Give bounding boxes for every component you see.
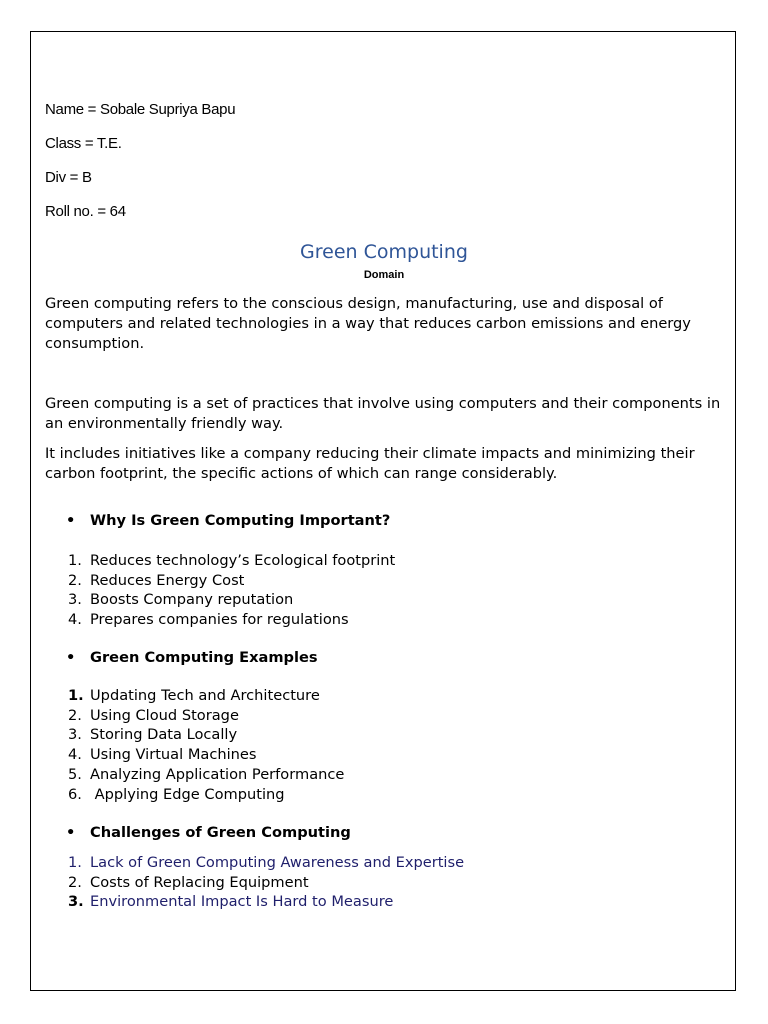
list-number: 3.: [68, 893, 84, 910]
section-heading-challenges: [66, 824, 351, 841]
list-number: 1.: [68, 854, 82, 871]
list-number: 6.: [68, 786, 82, 803]
list-text: Costs of Replacing Equipment: [90, 874, 309, 891]
list-item: [68, 590, 293, 610]
section-heading-text: Green Computing Examples: [90, 649, 318, 666]
list-item: [68, 873, 309, 893]
bullet-icon: •: [66, 824, 76, 841]
list-text: Updating Tech and Architecture: [90, 687, 320, 704]
list-text: Analyzing Application Performance: [90, 766, 345, 783]
list-number: 4.: [68, 611, 82, 628]
list-text: Storing Data Locally: [90, 726, 238, 743]
list-item: [68, 745, 257, 765]
section-heading-text: Why Is Green Computing Important?: [90, 512, 391, 529]
list-text: Lack of Green Computing Awareness and Expertise: [90, 854, 465, 871]
list-number: 1.: [68, 552, 82, 569]
list-item: [68, 892, 393, 912]
paragraph-initiatives: It includes initiatives like a company reducing their climate impacts and minimizing their carbon footprint, the specific actions of which can range considerably.: [45, 445, 695, 482]
list-text: Prepares companies for regulations: [90, 611, 349, 628]
list-text: Using Virtual Machines: [90, 746, 257, 763]
document-page: [30, 31, 736, 991]
list-item: [68, 551, 395, 571]
list-item: [68, 765, 344, 785]
student-div: Div = B: [45, 169, 92, 186]
list-item: [68, 725, 237, 745]
list-item: [68, 686, 320, 706]
list-number: 3.: [68, 726, 82, 743]
list-text: Reduces technology’s Ecological footprint: [90, 552, 396, 569]
student-name: Name = Sobale Supriya Bapu: [45, 101, 236, 118]
section-heading-examples: [66, 649, 318, 666]
list-text: Applying Edge Computing: [90, 786, 285, 803]
list-number: 5.: [68, 766, 82, 783]
document-subtitle: Domain: [363, 269, 405, 281]
list-number: 1.: [68, 687, 84, 704]
paragraph-practices: Green computing is a set of practices that involve using computers and their components in an environmentally friendly way.: [45, 395, 721, 432]
bullet-icon: •: [66, 649, 76, 666]
list-number: 3.: [68, 591, 82, 608]
paragraph-definition: Green computing refers to the conscious design, manufacturing, use and disposal of computers and related technologies in a way that reduces carbon emissions and energy consumption.: [45, 295, 691, 352]
student-class: Class = T.E.: [45, 135, 122, 152]
section-heading-text: Challenges of Green Computing: [90, 824, 351, 841]
list-item: [68, 853, 464, 873]
list-text: Environmental Impact Is Hard to Measure: [90, 893, 394, 910]
student-roll: Roll no. = 64: [45, 203, 126, 220]
document-title: Green Computing: [300, 241, 468, 263]
list-number: 2.: [68, 572, 82, 589]
list-item: [68, 610, 349, 630]
list-item: [68, 785, 285, 805]
section-heading-importance: [66, 512, 390, 529]
list-text: Boosts Company reputation: [90, 591, 294, 608]
list-number: 4.: [68, 746, 82, 763]
bullet-icon: •: [66, 512, 76, 529]
list-number: 2.: [68, 874, 82, 891]
list-text: Using Cloud Storage: [90, 707, 239, 724]
list-item: [68, 571, 244, 591]
list-item: [68, 706, 239, 726]
list-number: 2.: [68, 707, 82, 724]
list-text: Reduces Energy Cost: [90, 572, 245, 589]
